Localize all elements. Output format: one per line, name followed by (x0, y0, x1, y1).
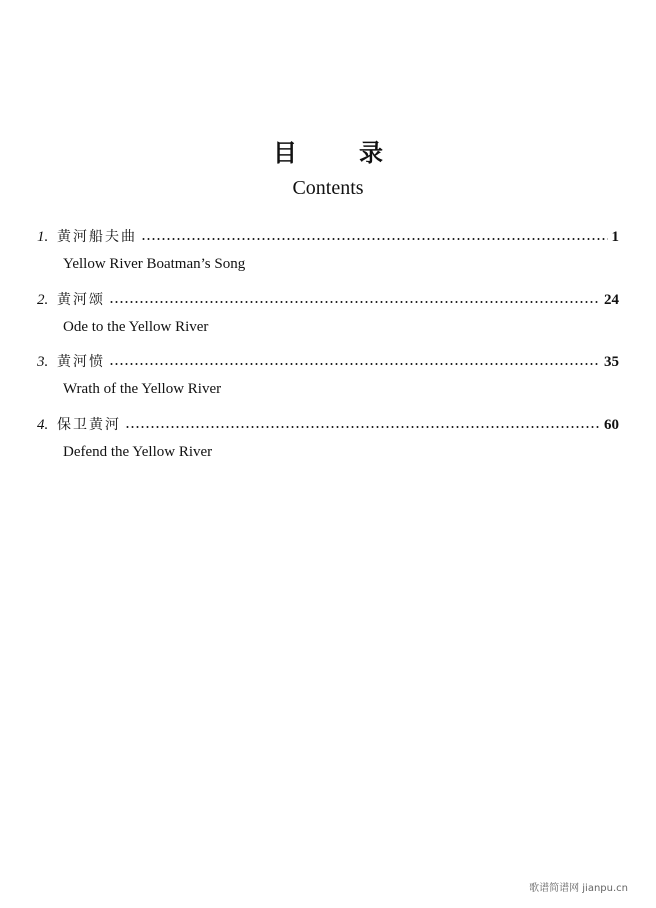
entry-number: 2. (37, 292, 49, 308)
toc-entry-4[interactable] (37, 414, 619, 462)
entry-number: 4. (37, 417, 49, 433)
entry-title-english: Yellow River Boatman’s Song (63, 256, 246, 272)
entry-title-chinese: 黄河愤 (57, 354, 105, 370)
entry-title-chinese: 黄河颂 (57, 292, 105, 308)
site-watermark: 歌谱简谱网 jianpu.cn (529, 883, 628, 894)
toc-entry-3[interactable] (37, 351, 619, 399)
entry-number: 3. (37, 354, 49, 370)
entry-page-number: 24 (604, 292, 619, 308)
entry-title-chinese: 保卫黄河 (57, 417, 121, 433)
dot-leader (109, 301, 600, 303)
page-title-chinese: 目录 (273, 139, 445, 167)
entry-page-number: 35 (604, 354, 619, 370)
entry-title-chinese: 黄河船夫曲 (57, 229, 137, 245)
entry-title-english: Defend the Yellow River (63, 444, 213, 460)
page-title-english: Contents (292, 177, 364, 199)
dot-leader (109, 363, 600, 365)
toc-entry-1[interactable] (37, 226, 619, 274)
entry-number: 1. (37, 229, 49, 245)
toc-entry-2[interactable] (37, 289, 619, 337)
entry-title-english: Ode to the Yellow River (63, 319, 209, 335)
entry-page-number: 60 (604, 417, 619, 433)
dot-leader (141, 238, 608, 240)
dot-leader (125, 426, 600, 428)
entry-page-number: 1 (611, 229, 619, 245)
entry-title-english: Wrath of the Yellow River (63, 381, 222, 397)
